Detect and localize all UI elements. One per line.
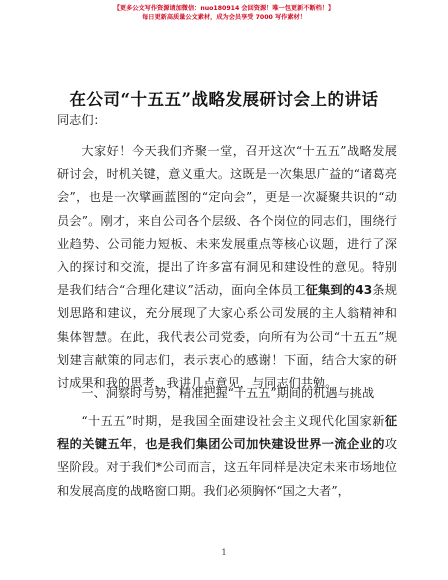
paragraph-body-comma: ， [132, 437, 146, 452]
salutation [57, 109, 397, 132]
header-banner [0, 4, 448, 22]
paragraph-intro-bold: 征集到的43 [305, 283, 373, 298]
paragraph-intro-text: 大家好！今天我们齐聚一堂，召开这次“十五五”战略发展研讨会，时机关键，意义重大。这既是一次集思广益的“诸葛亮会”，也是一次擘画蓝图的“定向会”，更是一次凝聚共识的“动员会”。刚才，来自公司各个层级、各个岗位的同志们，围绕行业趋势、公司能力短板、未来发展重点等核心议题，进行了深入的探讨和交流，提出了许多富有洞见和建设性的意见。特别是我们结合“合理化建议”活动，面向全体员工 [57, 144, 397, 298]
paragraph-body-text-b: 攻坚阶段。对于我们*公司而言，这五年同样是决定未来市场地位和发展高度的战略窗口期。我们必须胸怀“国之大者”， [57, 437, 398, 498]
paragraph-body-bold-1: 征程的关键五年 [57, 414, 397, 452]
banner-line-1: 【更多公文写作资源请加微信：nuo180914 会回资源！唯一包更新不断档！】 [113, 5, 335, 12]
page-number: 1 [221, 548, 227, 557]
paragraph-body-text-a: “十五五”时期，是我国全面建设社会主义现代化国家新 [81, 414, 385, 428]
banner-line-2: 每日更新高质量公文素材，成为会员享受 7000 写作素材！ [142, 14, 306, 21]
section-heading-text: 一、洞察时与势，精准把握“十五五”期间的机遇与挑战 [81, 386, 375, 400]
document-title: 在公司“十五五”战略发展研讨会上的讲话 [69, 90, 379, 109]
paragraph-intro [57, 140, 397, 395]
section-heading [57, 382, 397, 405]
salutation-text: 同志们： [57, 113, 106, 127]
paragraph-body [57, 410, 397, 503]
paragraph-intro-rest: 条规划思路和建议，充分展现了大家心系公司发展的主人翁精神和集体智慧。在此，我代表公司党委，向所有为公司“十五五”规划建言献策的同志们，表示衷心的感谢！下面，结合大家的研讨成果和我的思考，我讲几点意见，与同志们共勉。 [57, 283, 397, 391]
paragraph-body-bold-2: 也是我们集团公司加快建设世界一流企业的 [145, 437, 385, 452]
